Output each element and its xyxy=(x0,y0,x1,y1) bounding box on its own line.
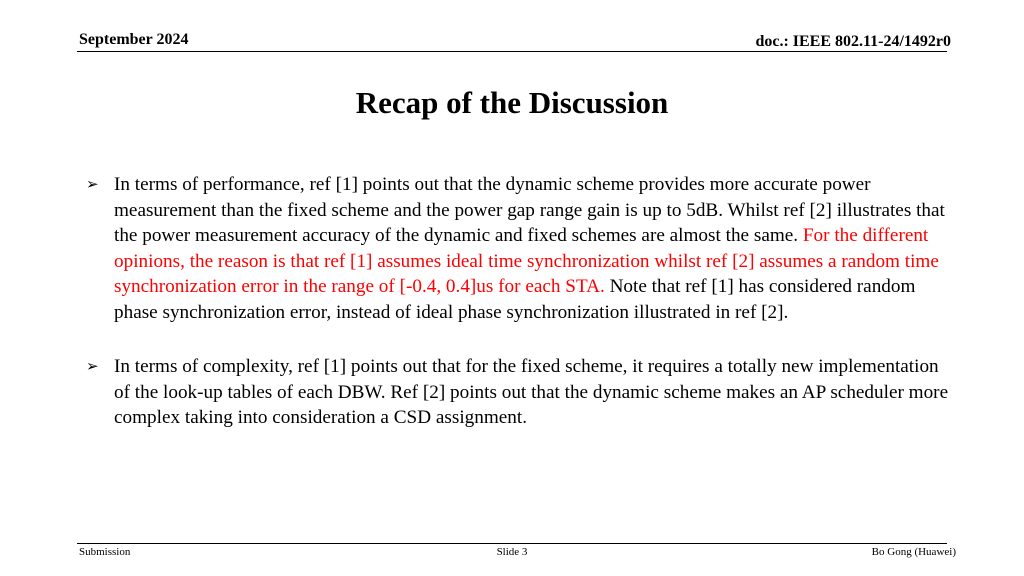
bullet-performance xyxy=(86,172,956,325)
footer-divider xyxy=(77,543,947,544)
slide-body xyxy=(86,172,956,431)
bullet-highlight-text: For the different opinions, the reason is that ref [1] assumes ideal time synchronization whilst ref [2] assumes a random time synchronization error in the range of [-0.4, 0.4]us for each STA. xyxy=(114,225,939,297)
arrow-bullet-icon: ➢ xyxy=(86,359,99,375)
bullet-text: Note that ref [1] has considered random phase synchronization error, instead of ideal phase synchronization illustrated in ref [2]. xyxy=(114,276,916,323)
footer-submission: Submission xyxy=(79,546,131,558)
arrow-bullet-icon: ➢ xyxy=(86,177,99,193)
bullet-text: In terms of complexity, ref [1] points out that for the fixed scheme, it requires a totally new implementation of the look-up tables of each DBW. Ref [2] points out that the dynamic scheme makes an AP scheduler more complex taking into consideration a CSD assignment. xyxy=(114,356,949,428)
slide-title: Recap of the Discussion xyxy=(355,85,669,120)
header-divider xyxy=(77,51,947,52)
footer-author: Bo Gong (Huawei) xyxy=(871,546,956,558)
footer-slide-number: Slide 3 xyxy=(496,546,528,558)
header-doc-id: doc.: IEEE 802.11-24/1492r0 xyxy=(755,33,951,50)
bullet-complexity xyxy=(86,354,956,431)
bullet-text: In terms of performance, ref [1] points out that the dynamic scheme provides more accurate power measurement than the fixed scheme and the power gap range gain is up to 5dB. Whilst ref [2] illustrates that the power measurement accuracy of the dynamic and fixed schemes are almost the same. xyxy=(114,174,945,246)
header-date: September 2024 xyxy=(79,31,189,48)
